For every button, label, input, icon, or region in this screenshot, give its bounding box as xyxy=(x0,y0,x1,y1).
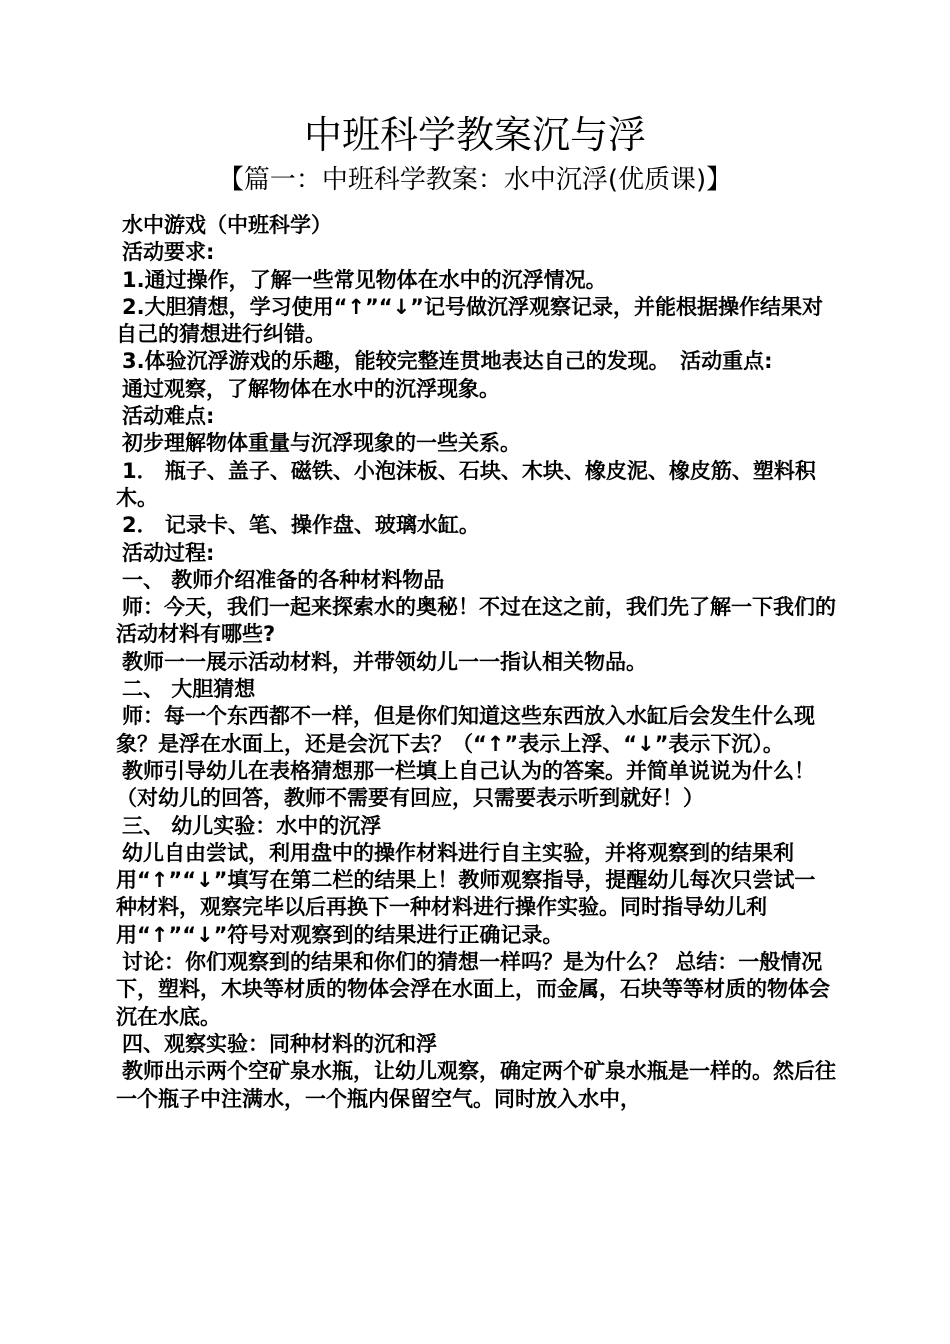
paragraph: 活动要求: xyxy=(122,240,215,265)
paragraph: 2.大胆猜想，学习使用“↑”“↓”记号做沉浮观察记录，并能根据操作结果对自己的猜想进行纠错。 xyxy=(116,294,823,347)
paragraph: 水中游戏（中班科学） xyxy=(122,213,332,237)
paragraph: 初步理解物体重量与沉浮现象的一些关系。 xyxy=(122,431,521,456)
paragraph: 活动难点: xyxy=(122,404,215,429)
paragraph: 讨论：你们观察到的结果和你们的猜想一样吗？是为什么？ 总结：一般情况下，塑料，木块等材质的物体会浮在水面上，而金属，石块等等材质的物体会沉在水底。 xyxy=(116,950,830,1029)
paragraph: 教师引导幼儿在表格猜想那一栏填上自己认为的答案。并简单说说为什么！（对幼儿的回答，教师不需要有回应，只需要表示听到就好！） xyxy=(116,758,815,811)
paragraph: 通过观察，了解物体在水中的沉浮现象。 xyxy=(122,376,500,401)
paragraph: 1． 瓶子、盖子、磁铁、小泡沫板、石块、木块、橡皮泥、橡皮筋、塑料积木。 xyxy=(116,458,816,510)
paragraph: 三、 幼儿实验：水中的沉浮 xyxy=(122,813,382,838)
paragraph: 师：每一个东西都不一样，但是你们知道这些东西放入水缸后会发生什么现象？是浮在水面上，还是会沉下去？（“↑”表示上浮、“↓”表示下沉）。 xyxy=(116,704,815,756)
paragraph: 师：今天，我们一起来探索水的奥秘！不过在这之前，我们先了解一下我们的活动材料有哪些? xyxy=(116,595,836,647)
document-subtitle: 【篇一：中班科学教案：水中沉浮(优质课)】 xyxy=(217,165,733,195)
paragraph: 教师一一展示活动材料，并带领幼儿一一指认相关物品。 xyxy=(122,649,647,674)
paragraph: 2． 记录卡、笔、操作盘、玻璃水缸。 xyxy=(122,513,480,538)
paragraph: 3.体验沉浮游戏的乐趣，能较完整连贯地表达自己的发现。 活动重点: xyxy=(122,349,773,374)
paragraph: 教师出示两个空矿泉水瓶，让幼儿观察，确定两个矿泉水瓶是一样的。然后往一个瓶子中注满水，一个瓶内保留空气。同时放入水中， xyxy=(116,1059,836,1111)
paragraph: 幼儿自由尝试，利用盘中的操作材料进行自主实验，并将观察到的结果利用“↑”“↓”填写在第二栏的结果上！教师观察指导，提醒幼儿每次只尝试一种材料，观察完毕以后再换下一种材料进行操作实验。同时指导幼儿利用“↑”“↓”符号对观察到的结果进行正确记录。 xyxy=(116,840,816,947)
paragraph: 二、 大胆猜想 xyxy=(122,677,256,702)
paragraph: 1.通过操作，了解一些常见物体在水中的沉浮情况。 xyxy=(122,267,607,292)
document-title: 中班科学教案沉与浮 xyxy=(303,113,646,157)
paragraph: 一、 教师介绍准备的各种材料物品 xyxy=(122,567,445,592)
paragraph: 活动过程: xyxy=(122,540,215,565)
paragraph: 四、观察实验：同种材料的沉和浮 xyxy=(122,1031,437,1056)
document-body xyxy=(116,212,836,1113)
